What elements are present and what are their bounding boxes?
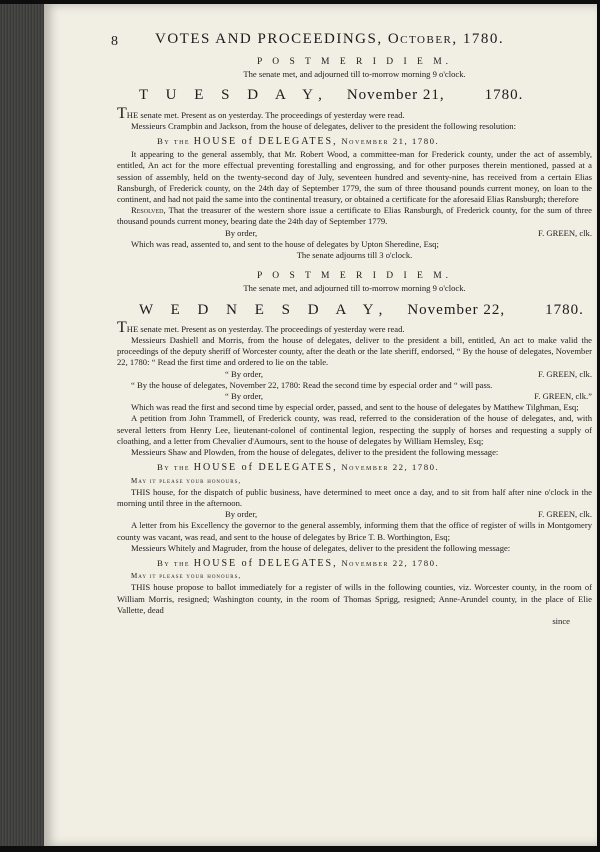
page-number: 8 [111,34,120,49]
house-date: November 22, 1780. [341,557,440,568]
signature-line-4 [117,509,592,520]
house-by: By the [157,557,191,568]
page-content [111,31,592,627]
signature-line-1 [117,228,592,239]
day-year: 1780. [484,87,524,104]
wednesday-paragraph-1 [117,318,592,336]
house-heading-2 [117,462,592,473]
running-title: VOTES AND PROCEEDINGS, October, 1780. [155,31,505,47]
by-order: By order, [225,227,258,238]
wednesday-paragraph-9: Messieurs Whitely and Magruder, from the house of delegates, deliver to the president the following message: [131,542,511,553]
tuesday-p1-text: HE senate met. Present as on yesterday. The proceedings of yesterday were read. [126,109,405,120]
signature-line-3 [117,391,592,402]
wednesday-paragraph-5: A petition from John Trammell, of Frederick county, was read, referred to the consideration of the house of delegates, and, with several letters from Henry Lee, lieutenant-colonel of continental legion, respecting the supply of horses and requesting a supply of cloathing, and a letter from Chevalier d'Aumours, sent to the house of delegates by William Hemsley, Esq; [117,413,592,446]
house-heading-1 [117,136,592,147]
day-heading-wednesday [117,301,592,318]
day-date: November 21, [346,87,445,104]
running-head [111,31,592,54]
wednesday-paragraph-3: “ By the house of delegates, November 22, 1780: Read the second time by especial order and “ will pass. [131,379,493,390]
day-name: T U E S D A Y, [139,87,329,104]
wednesday-paragraph-7: THIS house, for the dispatch of public business, have determined to meet once a day, and to sit from half after nine o'clock in the morning until three in the afternoon. [117,486,592,508]
by-order: “ By order, [225,391,264,402]
wednesday-paragraph-4: Which was read the first and second time by especial order, passed, and sent to the house of delegates by Matthew Tilghman, Esq; [131,402,579,413]
house-date: November 22, 1780. [341,462,440,473]
tuesday-adjourns: The senate adjourns till 3 o'clock. [296,250,413,261]
tuesday-paragraph-1 [117,104,592,122]
salutation-1: May it please your honours, [131,476,242,485]
resolved-lead: Resolved, [131,205,166,216]
resolved-text: That the treasurer of the western shore issue a certificate to Elias Ransburgh, of Frederick county, for the sum of three thousand pounds current money, bearing date the 24th day of September 1779. [117,205,592,227]
adjourned-text-2: The senate met, and adjourned till to-morrow morning 9 o'clock. [243,283,466,294]
wednesday-paragraph-8: A letter from his Excellency the governor to the general assembly, informing them that the office of register of wills in Montgomery county was vacant, was read, and sent to the house of delegates by Brice T. B. Worthington, Esq; [117,520,592,542]
tuesday-paragraph-4 [117,205,592,227]
clerk-signature: F. GREEN, clk. [538,227,592,238]
clerk-signature: F. GREEN, clk.” [534,391,592,402]
day-year: 1780. [545,301,584,318]
post-meridiem-heading-1: P O S T M E R I D I E M. [256,57,453,67]
by-order: By order, [225,509,258,520]
adjourned-text-1: The senate met, and adjourned till to-morrow morning 9 o'clock. [243,69,466,80]
house-heading-3 [117,558,592,569]
clerk-signature: F. GREEN, clk. [538,368,592,379]
day-date: November 22, [407,301,506,318]
wednesday-p1-text: HE senate met. Present as on yesterday. The proceedings of yesterday were read. [126,323,405,334]
tuesday-paragraph-5: Which was read, assented to, and sent to the house of delegates by Upton Sheredine, Esq; [131,238,439,249]
house-by: By the [157,462,191,473]
post-meridiem-heading-2: P O S T M E R I D I E M. [256,271,453,282]
house-by: By the [157,136,191,147]
house-date: November 21, 1780. [341,136,440,147]
house-name: HOUSE of DELEGATES, [193,136,338,148]
salutation-2: May it please your honours, [131,572,242,581]
catchword: since [552,615,570,626]
by-order: “ By order, [225,368,264,379]
day-name: W E D N E S D A Y, [139,301,390,318]
book-page [44,4,597,846]
house-name: HOUSE of DELEGATES, [193,462,338,474]
tuesday-paragraph-3: It appearing to the general assembly, that Mr. Robert Wood, a committee-man for Frederick county, under the act of assembly, entitled, An act for the more effectual preventing forestalling and engrossing, and for other purposes therein mentioned, passed at a session of assembly, held on the twenty-second day of July, seventeen hundred and seventy-nine, has received from a certain Elias Ransburgh, of Frederick county, on the 24th day of September 1779, the sum of three thousand pounds current money, on loan to the continent, and had not paid the same into the continental treasury, or obtained a certificate for the aforesaid Elias Ransburgh; therefore [117,149,592,205]
day-heading-tuesday [117,87,592,104]
wednesday-paragraph-10: THIS house propose to ballot immediately for a register of wills in the following counties, viz. Worcester county, in the room of William Morris, resigned; Washington county, in the room of Thomas Sprigg, resigned; Anne-Arundel county, in the place of Elie Vallette, dead [117,582,592,615]
tuesday-paragraph-2: Messieurs Crampbin and Jackson, from the house of delegates, deliver to the president the following resolution: [131,120,516,131]
wednesday-paragraph-2: Messieurs Dashiell and Morris, from the house of delegates, deliver to the president a bill, entitled, An act to make valid the proceedings of the deputy sheriff of Worcester county, after the death or the late sheriff, endorsed, “ By the house of delegates, November 22, 1780: “ Read the first time and ordered to lie on the table. [117,335,592,368]
drop-cap: T [117,104,127,122]
wednesday-paragraph-6: Messieurs Shaw and Plowden, from the house of delegates, deliver to the president the following message: [131,447,499,458]
clerk-signature: F. GREEN, clk. [538,509,592,520]
book-page-edges [0,4,44,846]
signature-line-2 [117,369,592,380]
drop-cap: T [117,318,127,336]
house-name: HOUSE of DELEGATES, [193,557,338,569]
